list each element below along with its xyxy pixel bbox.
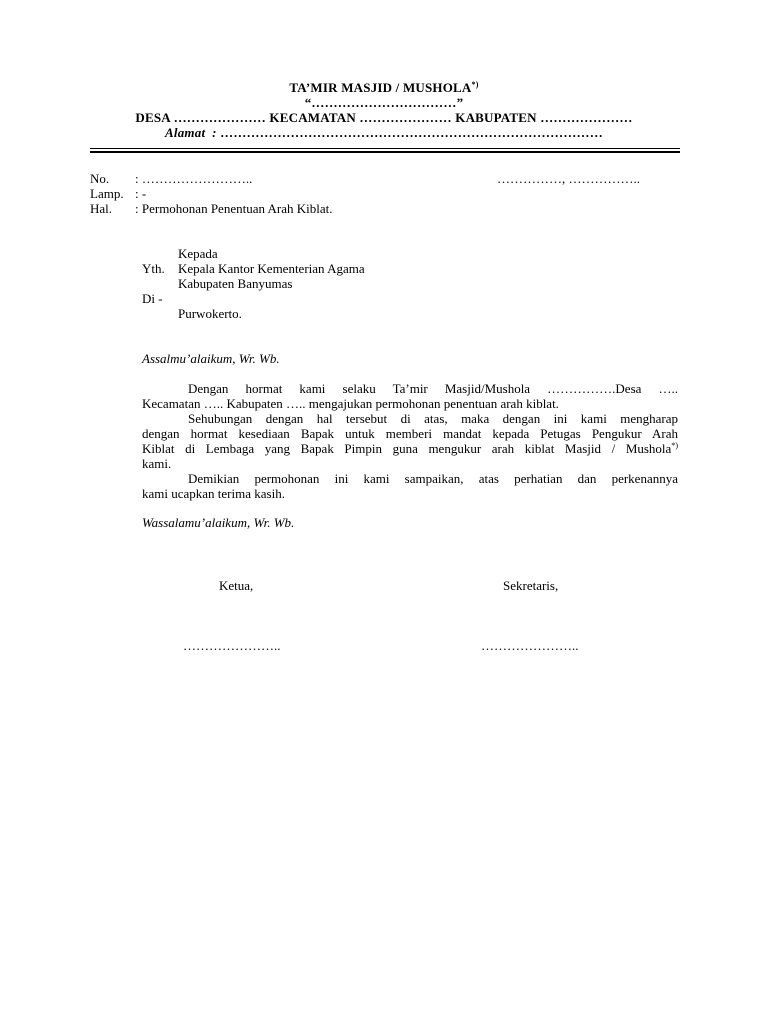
letterhead-name-placeholder: “……………………………” — [304, 95, 464, 110]
letterhead-location-line: DESA ………………… KECAMATAN ………………… KABUPATEN ………………… — [135, 110, 633, 125]
lamp-label: Lamp. — [90, 186, 124, 201]
header-divider-thin — [90, 148, 680, 149]
hal-value: : Permohonan Penentuan Arah Kiblat. — [135, 201, 333, 216]
letterhead-title — [0, 80, 768, 96]
paragraph-2-line-1: Sehubungan dengan hal tersebut di atas, maka dengan ini kami mengharap — [188, 411, 678, 426]
title-footnote-mark: *) — [471, 80, 479, 89]
paragraph-2-line-4: kami. — [142, 456, 172, 471]
header-divider-thick — [90, 151, 680, 153]
paragraph-3-line-1: Demikian permohonan ini kami sampaikan, atas perhatian dan perkenannya — [188, 471, 678, 486]
recipient-city: Purwokerto. — [178, 306, 242, 321]
paragraph-1-line-1: Dengan hormat kami selaku Ta’mir Masjid/Mushola …………….Desa ….. — [188, 381, 678, 396]
recipient-kepada: Kepada — [178, 246, 218, 261]
paragraph-2-line-3-text: Kiblat di Lembaga yang Bapak Pimpin guna mengukur arah kiblat Masjid / Mushola — [142, 441, 672, 456]
letterhead-address-line — [0, 125, 768, 141]
recipient-di: Di - — [142, 291, 163, 306]
paragraph-2-line-2: dengan hormat kesediaan Bapak untuk memberi mandat kepada Petugas Pengukur Arah — [142, 426, 678, 441]
recipient-line2: Kabupaten Banyumas — [178, 276, 293, 291]
signature-left-title: Ketua, — [219, 578, 254, 593]
signature-right-title: Sekretaris, — [503, 578, 559, 593]
signature-right-placeholder: ………………….. — [481, 638, 579, 653]
lamp-value: : - — [135, 186, 147, 201]
date-placeholder: ……………, …………….. — [497, 171, 640, 186]
address-label: Alamat : — [165, 125, 221, 140]
letterhead-title-text: TA’MIR MASJID / MUSHOLA — [289, 80, 472, 95]
no-value: : …………………….. — [135, 171, 253, 186]
body-footnote-mark: *) — [671, 441, 678, 450]
greeting: Assalmu’alaikum, Wr. Wb. — [142, 351, 280, 366]
recipient-yth: Yth. — [142, 261, 165, 276]
closing-salutation: Wassalamu’alaikum, Wr. Wb. — [142, 515, 295, 530]
no-label: No. — [90, 171, 110, 186]
letter-body — [142, 381, 678, 501]
signature-left-placeholder: ………………….. — [183, 638, 281, 653]
recipient-line1: Kepala Kantor Kementerian Agama — [178, 261, 365, 276]
paragraph-1-line-2: Kecamatan ….. Kabupaten ….. mengajukan permohonan penentuan arah kiblat. — [142, 396, 559, 411]
paragraph-2-line-3 — [142, 441, 678, 456]
paragraph-3-line-2: kami ucapkan terima kasih. — [142, 486, 285, 501]
hal-label: Hal. — [90, 201, 113, 216]
address-placeholder: …………………………………………………………………………… — [220, 125, 603, 140]
